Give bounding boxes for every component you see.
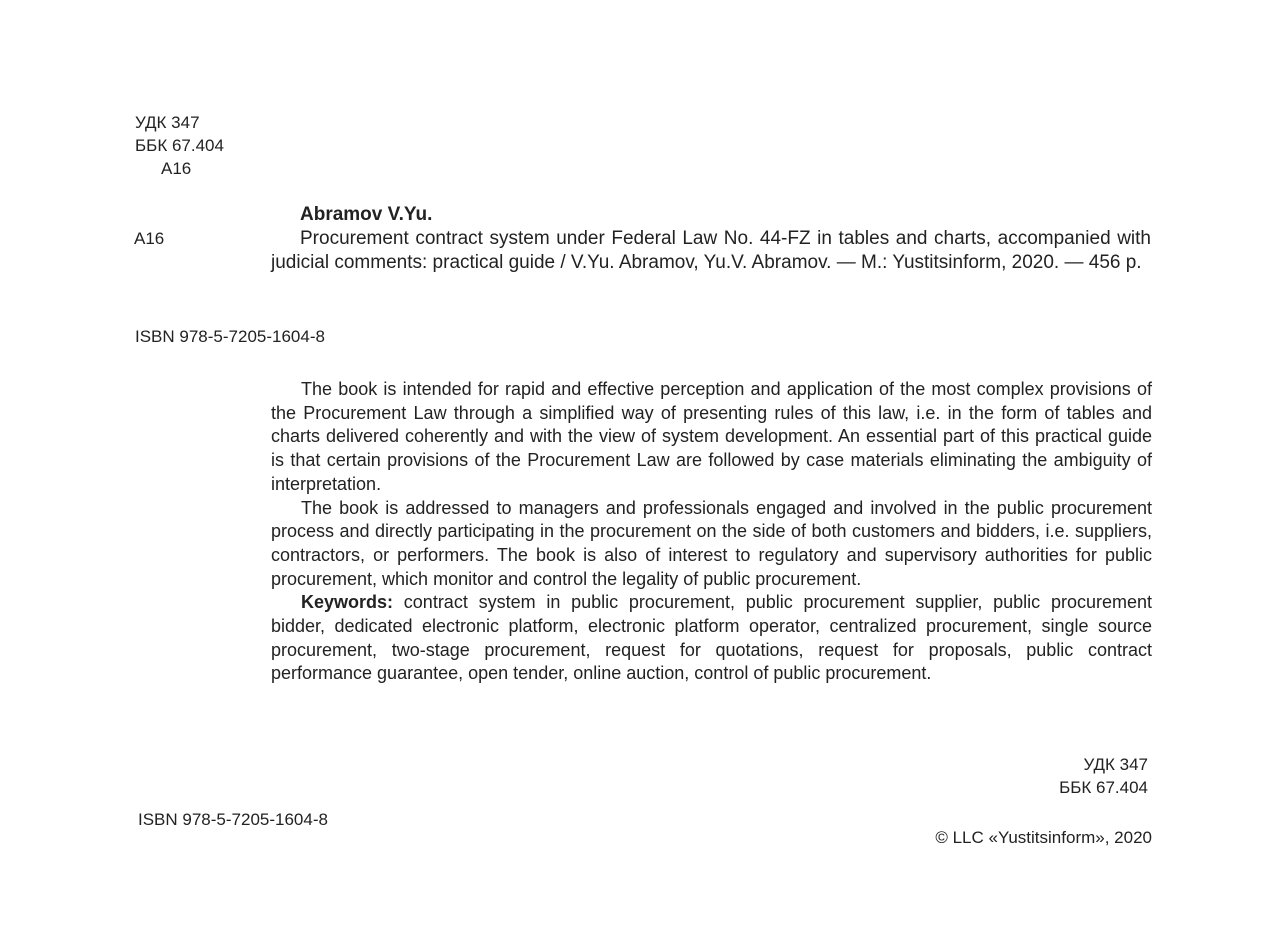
author-mark-side: A16: [134, 229, 165, 248]
udk-code: УДК 347: [135, 113, 200, 132]
bbk-code: ББК 67.404: [135, 136, 224, 155]
keywords-text: contract system in public procurement, public procurement supplier, public procurement bidder, dedicated electronic platform, electronic platform operator, centralized procurement, single source procurement, two-stage procurement, request for quotations, request for proposals, public contract performance guarantee, open tender, online auction, control of public procurement.: [271, 592, 1152, 684]
abstract-paragraph-1: The book is intended for rapid and effective perception and application of the most complex provisions of the Procurement Law through a simplified way of presenting rules of this law, i.e. in the form of tables and charts delivered coherently and with the view of system development. An essential part of this practical guide is that certain provisions of the Procurement Law are followed by case materials eliminating the ambiguity of interpretation.: [271, 379, 1152, 494]
bibliographic-record: [271, 203, 1151, 275]
isbn-bottom: ISBN 978-5-7205-1604-8: [138, 810, 328, 829]
classification-top: [135, 111, 224, 180]
copyright-notice: © LLC «Yustitsinform», 2020: [935, 828, 1152, 847]
classification-bottom: [1059, 753, 1148, 799]
isbn-top: ISBN 978-5-7205-1604-8: [135, 327, 325, 346]
abstract-paragraph-2: The book is addressed to managers and professionals engaged and involved in the public procurement process and directly participating in the procurement on the side of both customers and bidders, i.e. suppliers, contractors, or performers. The book is also of interest to regulatory and supervisory authorities for public procurement, which monitor and control the legality of public procurement.: [271, 497, 1152, 589]
bibliographic-description: Procurement contract system under Federal Law No. 44-FZ in tables and charts, accompanied with judicial comments: practical guide / V.Yu. Abramov, Yu.V. Abramov. — M.: Yustitsinform, 2020. — 456 p.: [271, 228, 1151, 273]
keywords-label: Keywords:: [301, 592, 394, 613]
udk-code-bottom: УДК 347: [1083, 755, 1148, 774]
bbk-code-bottom: ББК 67.404: [1059, 778, 1148, 797]
abstract: [271, 378, 1152, 686]
author-name: Abramov V.Yu.: [300, 204, 433, 225]
author-mark: A16: [161, 159, 192, 178]
keywords-paragraph: [271, 591, 1152, 686]
